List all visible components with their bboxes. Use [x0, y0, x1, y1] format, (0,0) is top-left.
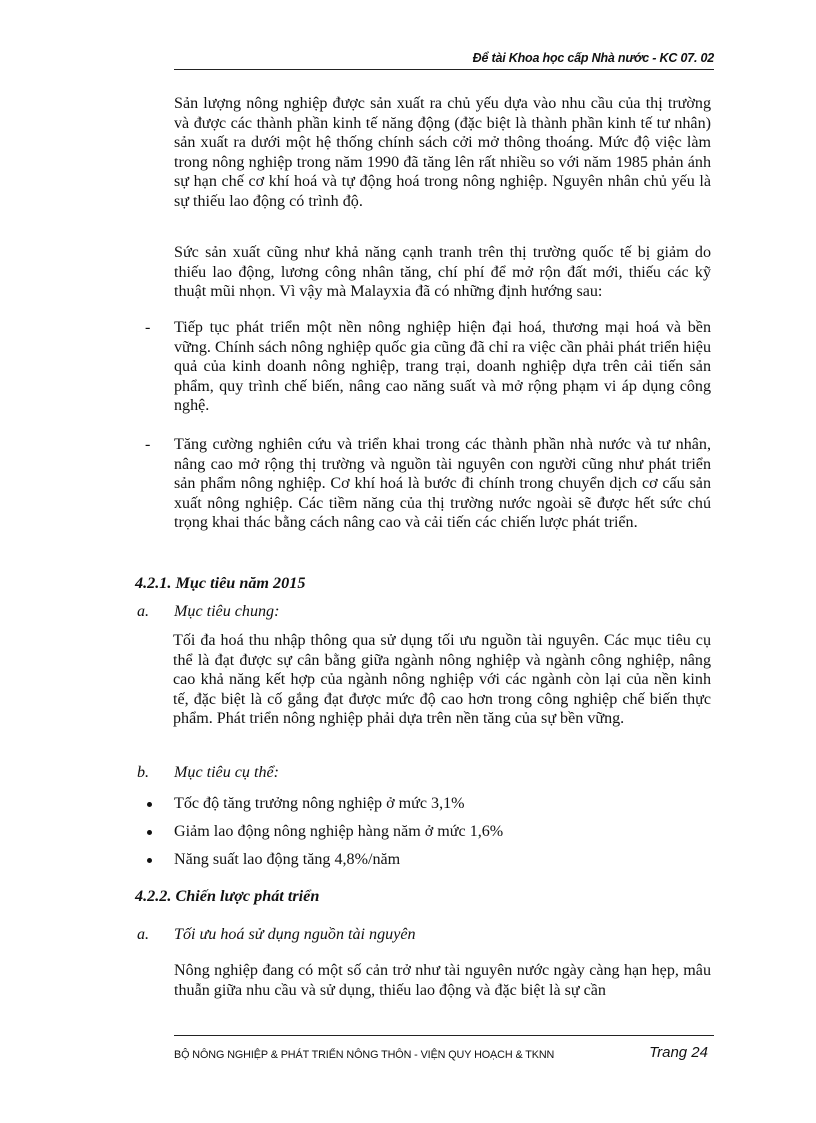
- list-item: Tốc độ tăng trưởng nông nghiệp ở mức 3,1%: [174, 795, 465, 812]
- header-title: Để tài Khoa học cấp Nhà nước - KC 07. 02: [472, 51, 714, 65]
- section-heading: 4.2.1. Mục tiêu năm 2015: [135, 574, 306, 592]
- list-item: Năng suất lao động tăng 4,8%/năm: [174, 851, 401, 868]
- page-footer: [174, 1035, 714, 1066]
- subsection-paragraph: Nông nghiệp đang có một số cản trở như tài nguyên nước ngày càng hạn hẹp, mâu thuẫn giữa nhu cầu và sử dụng, thiếu lao động và đặc biệt là sự cần: [174, 962, 711, 999]
- bullet-dot-icon: [147, 802, 152, 807]
- intro-paragraph: Sức sản xuất cũng như khả năng cạnh tranh trên thị trường quốc tế bị giảm do thiếu lao động, lương công nhân tăng, chí phí để mở rộn đất mới, thiếu các kỹ thuật mũi nhọn. Vì vậy mà Malayxia đã có những định hướng sau:: [174, 244, 711, 301]
- bullet-dot-icon: [147, 830, 152, 835]
- subsection-letter: a.: [137, 603, 150, 620]
- section-heading: 4.2.2. Chiến lược phát triển: [135, 887, 320, 905]
- subsection-title: Mục tiêu chung:: [174, 603, 280, 620]
- dash-marker: -: [145, 436, 151, 453]
- subsection-letter: b.: [137, 764, 150, 781]
- page-number: Trang 24: [649, 1044, 708, 1061]
- dash-item-text: Tiếp tục phát triển một nền nông nghiệp hiện đại hoá, thương mại hoá và bền vững. Chính sách nông nghiệp quốc gia cũng đã chỉ ra việc cần phải phát triển hiệu quả của kinh doanh nông nghiệp, trang trại, doanh nghiệp dựa trên cải tiến sản phẩm, quy trình chế biến, nâng cao năng suất và mở rộng phạm vi áp dụng công nghệ.: [174, 319, 711, 415]
- subsection-title: Tối ưu hoá sử dụng nguồn tài nguyên: [174, 926, 416, 943]
- subsection-paragraph: Tối đa hoá thu nhập thông qua sử dụng tối ưu nguồn tài nguyên. Các mục tiêu cụ thể là đạt được sự cân bằng giữa ngành nông nghiệp và ngành công nghiệp, nâng cao khả năng kết hợp của ngành nông nghiệp với các ngành còn lại của nền kinh tế, đặc biệt là cố gắng đạt được mức độ cao hơn trong công nghiệp chế biến thực phẩm. Phát triển nông nghiệp phải dựa trên nền tăng của sự bền vững.: [173, 632, 711, 728]
- footer-organization: BỘ NÔNG NGHIỆP & PHÁT TRIỂN NÔNG THÔN - VIỆN QUY HOẠCH & TKNN: [174, 1049, 555, 1061]
- intro-paragraph: Sản lượng nông nghiệp được sản xuất ra chủ yếu dựa vào nhu cầu của thị trường và được các thành phần kinh tế năng động (đặc biệt là thành phần kinh tế tư nhân) sản xuất ra dưới một hệ thống chính sách cởi mở thông thoáng. Mức độ việc làm trong nông nghiệp trong năm 1990 đã tăng lên rất nhiều so với năm 1985 phản ánh sự hạn chế cơ khí hoá và tự động hoá trong nông nghiệp. Nguyên nhân chủ yếu là sự thiếu lao động có trình độ.: [174, 95, 711, 210]
- subsection-title: Mục tiêu cụ thể:: [174, 764, 280, 781]
- list-item: Giảm lao động nông nghiệp hàng năm ở mức 1,6%: [174, 823, 504, 840]
- bullet-dot-icon: [147, 858, 152, 863]
- subsection-letter: a.: [137, 926, 150, 943]
- dash-item-text: Tăng cường nghiên cứu và triển khai trong các thành phần nhà nước và tư nhân, nâng cao mở rộng thị trường và nguồn tài nguyên con người cũng như phát triển sản phẩm nông nghiệp. Cơ khí hoá là bước đi chính trong chuyển dịch cơ cấu sản xuất nông nghiệp. Các tiềm năng của thị trường nước ngoài sẽ được hết sức chú trọng khai thác bằng cách nâng cao và cải tiến các chiến lược phát triển.: [174, 436, 711, 532]
- dash-marker: -: [145, 319, 151, 336]
- page-header: [174, 47, 714, 70]
